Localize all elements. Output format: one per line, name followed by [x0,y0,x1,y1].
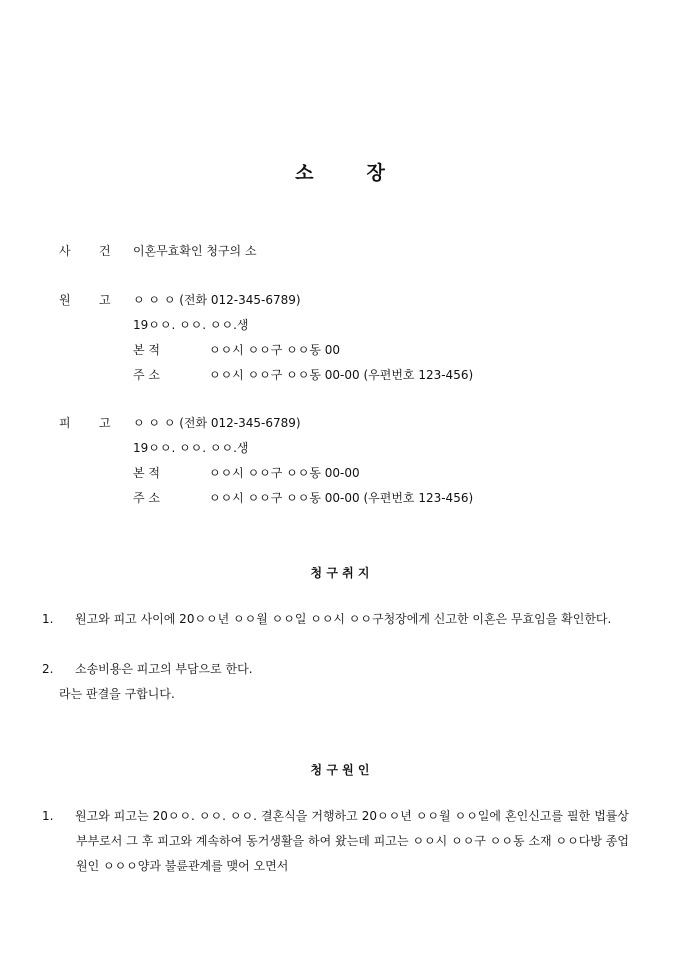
defendant-address: ㅇㅇ시 ㅇㅇ구 ㅇㅇ동 00-00 (우편번호 123-456) [209,491,474,505]
case-value: 이혼무효확인 청구의 소 [133,244,257,258]
plaintiff-name: ㅇ ㅇ ㅇ (전화 012-345-6789) [133,293,301,307]
document-title: 소 장 [295,162,385,184]
plaintiff-label-1: 원 [59,293,71,307]
claim-purpose-heading: 청 구 취 지 [310,566,370,580]
defendant-address-label: 주 소 [133,491,160,505]
claim-cause-item-1-text: 원고와 피고는 20ㅇㅇ. ㅇㅇ. ㅇㅇ. 결혼식을 거행하고 20ㅇㅇ년 ㅇㅇ월 ㅇㅇ일에 혼인신고를 필한 법률상 부부로서 그 후 피고와 계속하여 동거생활을 하여 왔는데 피고는 ㅇㅇ시 ㅇㅇ구 ㅇㅇ동 소재 ㅇㅇ다방 종업원인 ㅇㅇㅇ양과 불륜관계를 맺어 오면서 [75,809,629,873]
claim-purpose-closing: 라는 판결을 구합니다. [59,687,175,701]
plaintiff-domicile: ㅇㅇ시 ㅇㅇ구 ㅇㅇ동 00 [209,343,341,357]
plaintiff-address-label: 주 소 [133,368,160,382]
plaintiff-address: ㅇㅇ시 ㅇㅇ구 ㅇㅇ동 00-00 (우편번호 123-456) [209,368,474,382]
claim-purpose-item-1-text: 원고와 피고 사이에 20ㅇㅇ년 ㅇㅇ월 ㅇㅇ일 ㅇㅇ시 ㅇㅇ구청장에게 신고한 이혼은 무효임을 확인한다. [75,612,612,626]
claim-cause-item-1 [42,804,629,879]
defendant-label-1: 피 [59,416,71,430]
claim-cause-item-1-number: 1. [42,809,54,823]
defendant-domicile: ㅇㅇ시 ㅇㅇ구 ㅇㅇ동 00-00 [209,466,360,480]
defendant-domicile-label: 본 적 [133,466,160,480]
claim-purpose-item-1-number: 1. [42,612,54,626]
plaintiff-domicile-label: 본 적 [133,343,160,357]
plaintiff-label-2: 고 [99,293,111,307]
plaintiff-birth: 19ㅇㅇ. ㅇㅇ. ㅇㅇ.생 [133,318,249,332]
claim-purpose-item-2 [42,657,629,682]
claim-cause-heading: 청 구 원 인 [310,763,370,777]
defendant-name: ㅇ ㅇ ㅇ (전화 012-345-6789) [133,416,301,430]
case-label-1: 사 [59,244,71,258]
defendant-label-2: 고 [99,416,111,430]
claim-purpose-item-2-text: 소송비용은 피고의 부담으로 한다. [75,662,253,676]
case-label-2: 건 [99,244,111,258]
defendant-birth: 19ㅇㅇ. ㅇㅇ. ㅇㅇ.생 [133,441,249,455]
claim-purpose-item-2-number: 2. [42,662,54,676]
claim-purpose-item-1 [42,607,629,632]
